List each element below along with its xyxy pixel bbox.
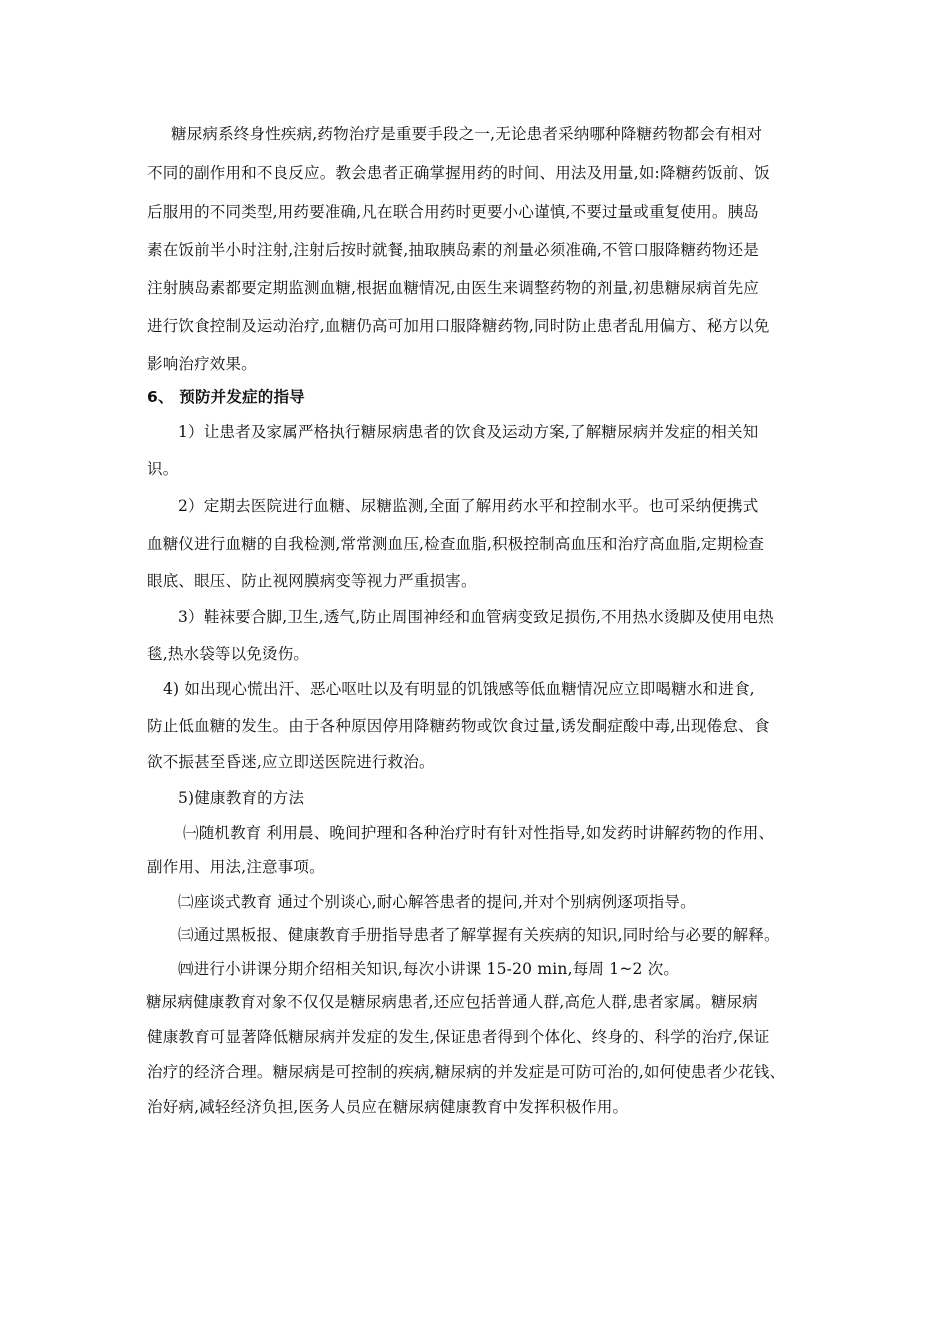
- list-item-line: 眼底、眼压、防止视网膜病变等视力严重损害。: [147, 572, 477, 590]
- list-item-line: 防止低血糖的发生。由于各种原因停用降糖药物或饮食过量,诱发酮症酸中毒,出现倦怠、食: [147, 717, 770, 735]
- list-item-line: 2）定期去医院进行血糖、尿糖监测,全面了解用药水平和控制水平。也可采纳便携式: [178, 497, 759, 515]
- paragraph-line: 糖尿病健康教育对象不仅仅是糖尿病患者,还应包括普通人群,高危人群,患者家属。糖尿病: [146, 993, 758, 1011]
- list-item-line: 毯,热水袋等以免烫伤。: [147, 645, 310, 663]
- paragraph-line: 素在饭前半小时注射,注射后按时就餐,抽取胰岛素的剂量必须准确,不管口服降糖药物还是: [147, 241, 759, 259]
- method-line: ㈢通过黑板报、健康教育手册指导患者了解掌握有关疾病的知识,同时给与必要的解释。: [178, 926, 780, 944]
- paragraph-line: 进行饮食控制及运动治疗,血糖仍高可加用口服降糖药物,同时防止患者乱用偏方、秘方以免: [147, 317, 770, 335]
- list-item-line: 识。: [147, 460, 179, 478]
- method-line: ㈣进行小讲课分期介绍相关知识,每次小讲课 15-20 min,每周 1~2 次。: [178, 960, 680, 978]
- paragraph-line: 注射胰岛素都要定期监测血糖,根据血糖情况,由医生来调整药物的剂量,初患糖尿病首先应: [147, 279, 759, 297]
- paragraph-line: 治好病,减轻经济负担,医务人员应在糖尿病健康教育中发挥积极作用。: [147, 1098, 629, 1116]
- paragraph-line: 健康教育可显著降低糖尿病并发症的发生,保证患者得到个体化、终身的、科学的治疗,保证: [147, 1028, 770, 1046]
- method-line: ㈡座谈式教育 通过个别谈心,耐心解答患者的提问,并对个别病例逐项指导。: [178, 893, 696, 911]
- list-item-line: 欲不振甚至昏迷,应立即送医院进行救治。: [147, 753, 435, 771]
- list-item-line: 4) 如出现心慌出汗、恶心呕吐以及有明显的饥饿感等低血糖情况应立即喝糖水和进食,: [163, 680, 755, 698]
- list-item-line: 5)健康教育的方法: [178, 789, 305, 807]
- paragraph-line: 后服用的不同类型,用药要准确,凡在联合用药时更要小心谨慎,不要过量或重复使用。胰岛: [147, 203, 759, 221]
- list-item-line: 血糖仪进行血糖的自我检测,常常测血压,检查血脂,积极控制高血压和治疗高血脂,定期检查: [147, 535, 765, 553]
- paragraph-line: 不同的副作用和不良反应。教会患者正确掌握用药的时间、用法及用量,如:降糖药饭前、饭: [147, 164, 770, 182]
- paragraph-line: 治疗的经济合理。糖尿病是可控制的疾病,糖尿病的并发症是可防可治的,如何使患者少花钱、: [147, 1063, 786, 1081]
- list-item-line: 3）鞋袜要合脚,卫生,透气,防止周围神经和血管病变致足损伤,不用热水烫脚及使用电热: [178, 608, 774, 626]
- method-line: ㈠随机教育 利用晨、晚间护理和各种治疗时有针对性指导,如发药时讲解药物的作用、: [183, 824, 775, 842]
- list-item-line: 1）让患者及家属严格执行糖尿病患者的饮食及运动方案,了解糖尿病并发症的相关知: [178, 423, 759, 441]
- paragraph-line: 糖尿病系终身性疾病,药物治疗是重要手段之一,无论患者采纳哪种降糖药物都会有相对: [171, 125, 763, 143]
- section-heading: 6、 预防并发症的指导: [147, 388, 305, 406]
- paragraph-line: 影响治疗效果。: [147, 355, 257, 373]
- method-line: 副作用、用法,注意事项。: [147, 858, 325, 876]
